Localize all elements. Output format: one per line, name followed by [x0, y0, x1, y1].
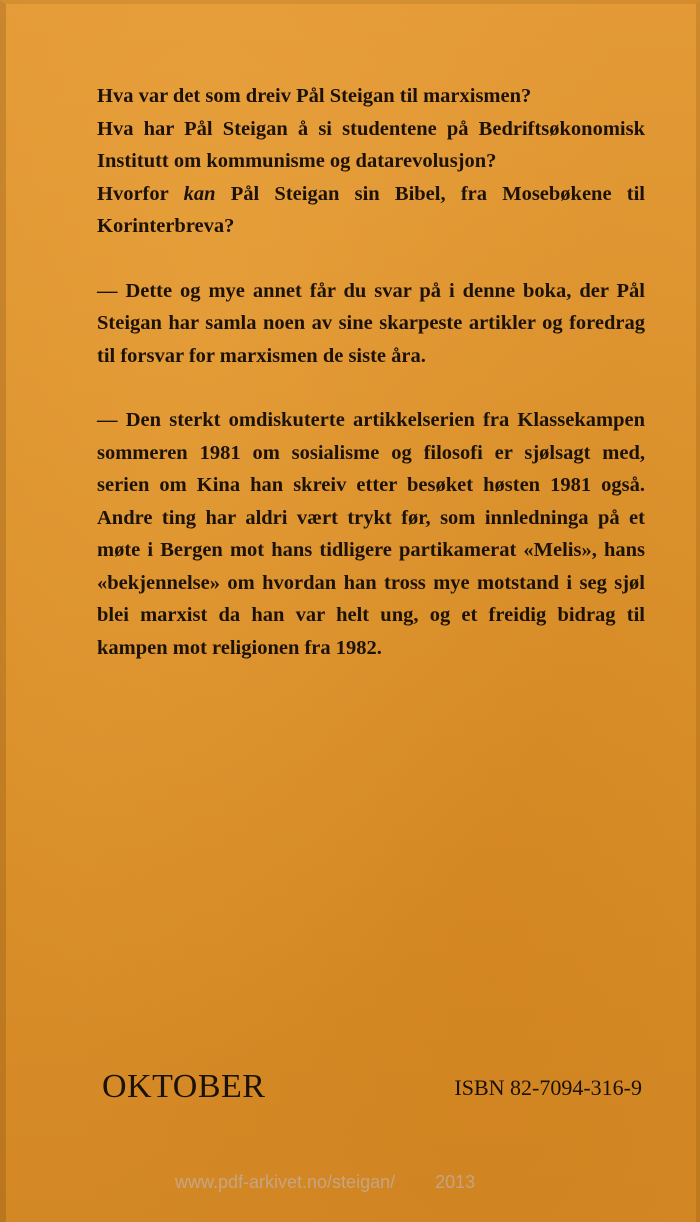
watermark-url: www.pdf-arkivet.no/steigan/	[175, 1172, 396, 1192]
question-3	[97, 178, 645, 243]
blurb-text	[97, 80, 645, 664]
question-1: Hva var det som dreiv Pål Steigan til marxismen?	[97, 85, 532, 107]
question-2: Hva har Pål Steigan å si studentene på Bedriftsøkonomisk Institutt om kommunisme og datarevolusjon?	[97, 117, 645, 172]
question-3-after: Pål Steigan sin Bibel, fra Mosebøkene til Korinterbreva?	[97, 182, 646, 237]
spacer	[97, 372, 645, 404]
paragraph-summary: — Dette og mye annet får du svar på i denne boka, der Pål Steigan har samla noen av sine skarpeste artikler og foredrag til forsvar for marxismen de siste åra.	[97, 279, 645, 367]
paragraph-contents: — Den sterkt omdiskuterte artikkelserien fra Klassekampen sommeren 1981 om sosialisme og filosofi er sjølsagt med, serien om Kina han skreiv etter besøket høsten 1981 også. Andre ting har aldri vært trykt før, som innledninga på et møte i Bergen mot hans tidligere partikamerat «Melis», hans «bekjennelse» om hvordan han tross mye motstand i seg sjøl blei marxist da han var helt ung, og et freidig bidrag til kampen mot religionen fra 1982.	[97, 409, 645, 659]
watermark-year: 2013	[435, 1172, 476, 1192]
question-3-before: Hvorfor	[97, 182, 184, 205]
watermark	[175, 1172, 475, 1193]
isbn-number: ISBN 82-7094-316-9	[454, 1075, 642, 1100]
spacer	[97, 243, 645, 275]
publisher-name: OKTOBER	[102, 1068, 266, 1105]
question-3-emphasis: kan	[183, 182, 216, 205]
